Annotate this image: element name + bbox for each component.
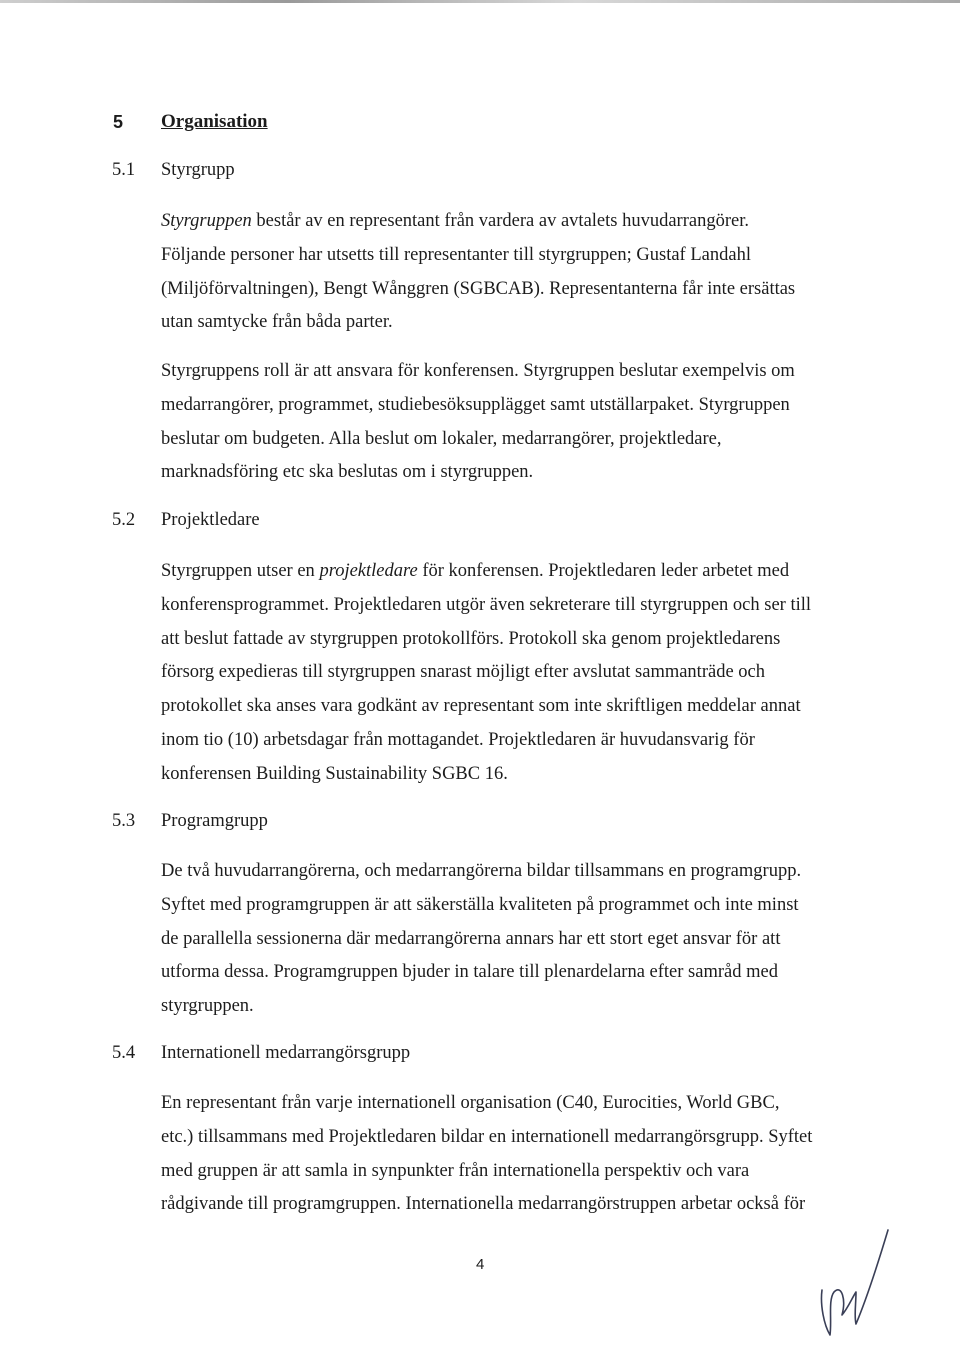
text-line: utan samtycke från båda parter. <box>161 312 393 333</box>
text-line: Styrgruppen består av en representant från vardera av avtalets huvudarrangörer. <box>161 211 749 231</box>
text-line: Styrgruppen utser en projektledare för konferensen. Projektledaren leder arbetet med <box>161 561 790 581</box>
text-line: konferensen Building Sustainability SGBC 16. <box>161 763 508 784</box>
text-line: med gruppen är att samla in synpunkter från internationella perspektiv och vara <box>161 1160 750 1181</box>
text-line: marknadsföring etc ska beslutas om i styrgruppen. <box>161 462 534 483</box>
text-line: Följande personer har utsetts till representanter till styrgruppen; Gustaf Landahl <box>161 244 751 265</box>
text-line: beslutar om budgeten. Alla beslut om lokaler, medarrangörer, projektledare, <box>161 428 722 449</box>
text-line: medarrangörer, programmet, studiebesöksupplägget samt utställarpaket. Styrgruppen <box>161 394 790 415</box>
paragraph <box>161 355 861 490</box>
chapter-number: 5 <box>113 112 124 132</box>
text-line: inom tio (10) arbetsdagar från mottagandet. Projektledaren är huvudansvarig för <box>161 729 755 750</box>
text-line: Syftet med programgruppen är att säkerställa kvaliteten på programmet och inte minst <box>161 894 799 915</box>
section-title: Projektledare <box>161 510 260 530</box>
text-line: (Miljöförvaltningen), Bengt Wånggren (SGBCAB). Representanterna får inte ersättas <box>161 278 796 299</box>
text-line: försorg expedieras till styrgruppen snarast möjligt efter avslutat sammanträde och <box>161 662 765 683</box>
paragraph <box>161 205 861 340</box>
text-line: De två huvudarrangörerna, och medarrangörerna bildar tillsammans en programgrupp. <box>161 861 802 881</box>
text-line: styrgruppen. <box>161 996 254 1017</box>
paragraph <box>161 855 861 1024</box>
section-number: 5.2 <box>112 510 136 530</box>
text-line: de parallella sessionerna där medarrangörerna annars har ett stort eget ansvar för att <box>161 928 781 949</box>
emphasis: Styrgruppen <box>161 211 252 231</box>
section-number: 5.4 <box>112 1043 136 1063</box>
text-line: konferensprogrammet. Projektledaren utgör även sekreterare till styrgruppen och ser till <box>161 594 812 615</box>
emphasis: projektledare <box>319 561 418 581</box>
text-line: etc.) tillsammans med Projektledaren bildar en internationell medarrangörsgrupp. Syftet <box>161 1126 813 1147</box>
section-title: Internationell medarrangörsgrupp <box>161 1043 411 1063</box>
text-line: utforma dessa. Programgruppen bjuder in talare till plenardelarna efter samråd med <box>161 962 778 983</box>
section-title: Styrgrupp <box>161 160 235 180</box>
section-title: Programgrupp <box>161 811 268 831</box>
paragraph <box>161 1087 861 1222</box>
section-number: 5.1 <box>112 160 136 180</box>
text-line: Styrgruppens roll är att ansvara för konferensen. Styrgruppen beslutar exempelvis om <box>161 361 795 381</box>
page-number: 4 <box>476 1256 485 1273</box>
handwritten-signature-icon <box>812 1220 892 1350</box>
scan-edge-line <box>0 0 960 3</box>
text-line: En representant från varje internationell organisation (C40, Eurocities, World GBC, <box>161 1093 780 1113</box>
text-line: rådgivande till programgruppen. Internationella medarrangörstruppen arbetar också för <box>161 1194 806 1215</box>
text-line: protokollet ska anses vara godkänt av representant som inte skriftligen meddelar annat <box>161 696 801 717</box>
chapter-title: Organisation <box>161 111 268 132</box>
section-number: 5.3 <box>112 811 136 831</box>
paragraph <box>161 555 861 792</box>
text-line: att beslut fattade av styrgruppen protokollförs. Protokoll ska genom projektledarens <box>161 628 781 649</box>
